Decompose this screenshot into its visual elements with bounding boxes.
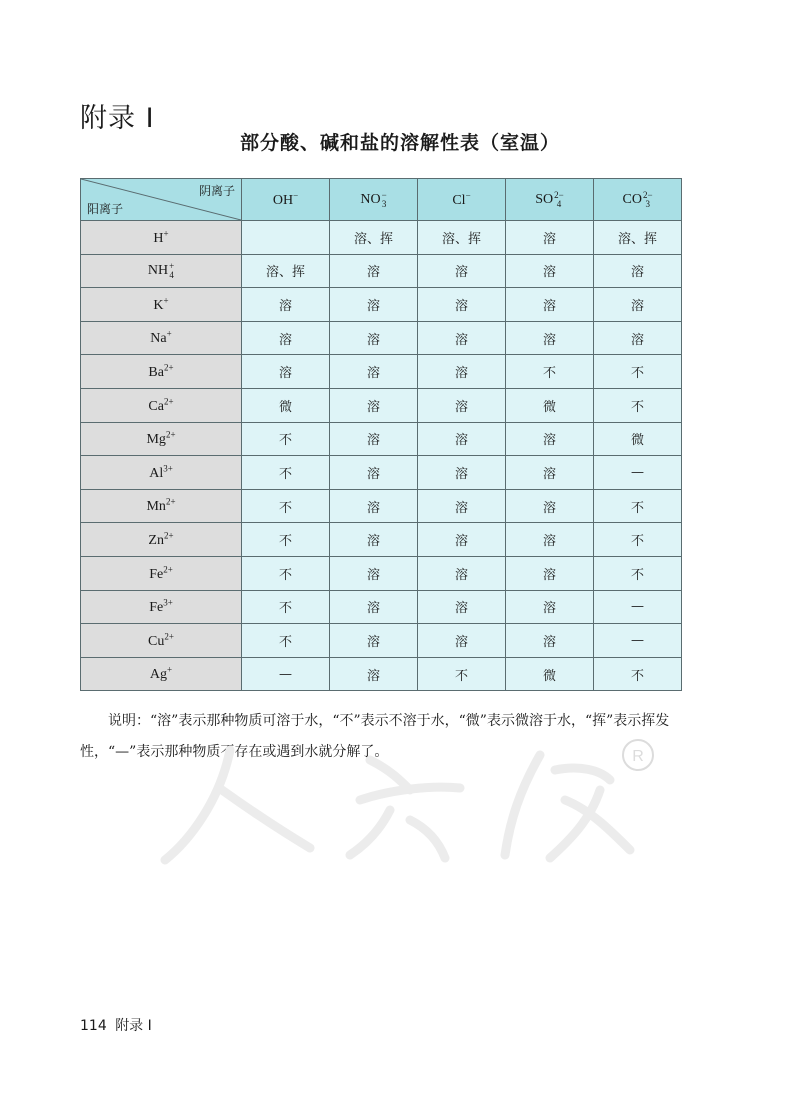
footer-section: 附录 I	[115, 1018, 152, 1034]
table-title: 部分酸、碱和盐的溶解性表（室温）	[239, 132, 560, 154]
solubility-cell: 不	[594, 489, 682, 523]
anion-formula: NO − 3	[360, 189, 387, 209]
solubility-cell: 溶	[242, 321, 330, 355]
cation-cell	[81, 590, 242, 624]
solubility-cell: 溶	[418, 590, 506, 624]
appendix-title: 附录 I	[80, 103, 155, 134]
anion-header-2	[418, 179, 506, 221]
solubility-cell: 溶	[242, 355, 330, 389]
solubility-cell: 溶	[418, 355, 506, 389]
solubility-cell: 溶	[506, 556, 594, 590]
table-row	[81, 456, 682, 490]
cation-formula: K+	[153, 295, 169, 313]
anion-header-0	[242, 179, 330, 221]
solubility-cell: 溶	[418, 523, 506, 557]
cation-formula: $Ba^{2+}$	[148, 362, 174, 380]
solubility-cell: 不	[594, 556, 682, 590]
solubility-cell: 溶	[330, 254, 418, 288]
cation-formula: Ag+	[149, 664, 173, 683]
header-row	[81, 179, 682, 221]
solubility-cell: —	[594, 456, 682, 490]
table-row	[81, 288, 682, 322]
solubility-cell: 溶	[330, 624, 418, 658]
solubility-cell: 溶	[418, 388, 506, 422]
solubility-cell: 溶	[330, 556, 418, 590]
solubility-cell: 溶	[418, 624, 506, 658]
solubility-cell: 溶	[330, 590, 418, 624]
table-row	[81, 590, 682, 624]
anion-header-4	[594, 179, 682, 221]
solubility-cell: 溶	[506, 523, 594, 557]
solubility-cell: 微	[242, 388, 330, 422]
cation-cell	[81, 355, 242, 389]
solubility-cell: 不	[418, 657, 506, 691]
solubility-cell: 溶	[418, 489, 506, 523]
solubility-cell: 溶	[330, 523, 418, 557]
solubility-cell: 不	[594, 388, 682, 422]
solubility-cell: 溶	[506, 456, 594, 490]
cation-cell	[81, 624, 242, 658]
solubility-cell: 溶	[506, 288, 594, 322]
solubility-cell: —	[242, 657, 330, 691]
page-footer	[80, 1015, 152, 1035]
cation-formula: $Ca^{2+}$	[148, 395, 174, 414]
solubility-cell: 溶、挥	[242, 254, 330, 288]
cation-cell	[81, 556, 242, 590]
anion-formula: SO 2− 4	[535, 189, 564, 209]
solubility-cell: 溶	[418, 556, 506, 590]
solubility-cell: 溶	[418, 254, 506, 288]
solubility-cell: 溶	[506, 489, 594, 523]
solubility-cell: 微	[506, 388, 594, 422]
page-number: 114	[80, 1018, 107, 1034]
solubility-cell: 溶、挥	[594, 221, 682, 255]
solubility-cell: 溶	[594, 321, 682, 355]
solubility-cell: 溶	[330, 388, 418, 422]
solubility-cell: 不	[506, 355, 594, 389]
solubility-cell: 溶	[418, 288, 506, 322]
cation-cell	[81, 657, 242, 691]
cation-cell	[81, 221, 242, 255]
solubility-cell	[242, 221, 330, 255]
corner-cell	[81, 179, 242, 221]
solubility-cell: 溶、挥	[418, 221, 506, 255]
solubility-cell: 不	[242, 556, 330, 590]
solubility-cell: 溶	[418, 422, 506, 456]
anion-formula: OH−	[272, 190, 299, 208]
table-row	[81, 624, 682, 658]
solubility-cell: 溶	[330, 321, 418, 355]
solubility-cell: 不	[594, 523, 682, 557]
table-row	[81, 254, 682, 288]
solubility-cell: 溶	[506, 254, 594, 288]
solubility-cell: 溶	[594, 288, 682, 322]
table-row	[81, 422, 682, 456]
cation-formula: $Cu^{2+}$	[148, 631, 174, 649]
cation-cell	[81, 288, 242, 322]
solubility-cell: 溶	[506, 590, 594, 624]
table-row	[81, 489, 682, 523]
anion-header-3	[506, 179, 594, 221]
cation-formula: $Fe^{2+}$	[149, 563, 173, 582]
solubility-cell: 溶、挥	[330, 221, 418, 255]
cation-formula: $Fe^{3+}$	[149, 597, 173, 616]
table-row	[81, 221, 682, 255]
cation-cell	[81, 388, 242, 422]
table-row	[81, 556, 682, 590]
cation-cell	[81, 456, 242, 490]
anion-header-1	[330, 179, 418, 221]
cation-formula: $Mg^{2+}$	[146, 429, 176, 448]
table-body	[81, 221, 682, 691]
anion-formula: Cl−	[452, 190, 471, 208]
solubility-table	[80, 178, 682, 691]
cation-formula: $Zn^{2+}$	[148, 530, 174, 548]
cation-axis-label: 阳离子	[87, 202, 124, 216]
cation-formula: Na+	[150, 328, 172, 347]
solubility-cell: 不	[242, 523, 330, 557]
solubility-cell: 溶	[506, 221, 594, 255]
cation-cell	[81, 321, 242, 355]
svg-text:R: R	[632, 748, 644, 765]
solubility-cell: 不	[242, 456, 330, 490]
table-header	[81, 179, 682, 221]
anion-formula: CO 2− 3	[622, 189, 653, 209]
cation-cell	[81, 523, 242, 557]
publisher-watermark	[160, 730, 680, 870]
solubility-cell: 不	[242, 624, 330, 658]
solubility-cell: 不	[594, 355, 682, 389]
cation-formula: NH + 4	[147, 260, 175, 280]
anion-axis-label: 阴离子	[198, 184, 235, 198]
solubility-cell: 溶	[506, 624, 594, 658]
solubility-cell: 溶	[418, 321, 506, 355]
solubility-cell: 溶	[330, 355, 418, 389]
table-row	[81, 657, 682, 691]
table-row	[81, 355, 682, 389]
solubility-cell: —	[594, 590, 682, 624]
cation-formula: $Mn^{2+}$	[146, 496, 176, 515]
solubility-cell: 不	[242, 489, 330, 523]
cation-cell	[81, 422, 242, 456]
cation-formula: H+	[153, 227, 169, 246]
solubility-cell: 不	[242, 422, 330, 456]
solubility-cell: 不	[242, 590, 330, 624]
solubility-cell: 微	[594, 422, 682, 456]
cation-cell	[81, 254, 242, 288]
solubility-cell: 溶	[330, 657, 418, 691]
table-row	[81, 388, 682, 422]
cation-formula: $Al^{3+}$	[149, 463, 173, 481]
solubility-cell: 溶	[418, 456, 506, 490]
solubility-cell: 溶	[594, 254, 682, 288]
table-row	[81, 321, 682, 355]
solubility-cell: 溶	[242, 288, 330, 322]
solubility-cell: 溶	[330, 288, 418, 322]
solubility-cell: 微	[506, 657, 594, 691]
solubility-cell: 溶	[330, 456, 418, 490]
solubility-cell: 溶	[330, 422, 418, 456]
solubility-cell: 不	[594, 657, 682, 691]
solubility-cell: 溶	[330, 489, 418, 523]
solubility-cell: 溶	[506, 422, 594, 456]
table-row	[81, 523, 682, 557]
table-note: 说明：“溶”表示那种物质可溶于水，“不”表示不溶于水，“微”表示微溶于水，“挥”表示挥发性，“—”表示那种物质不存在或遇到水就分解了。	[80, 713, 670, 760]
solubility-cell: 溶	[506, 321, 594, 355]
solubility-cell: —	[594, 624, 682, 658]
cation-cell	[81, 489, 242, 523]
